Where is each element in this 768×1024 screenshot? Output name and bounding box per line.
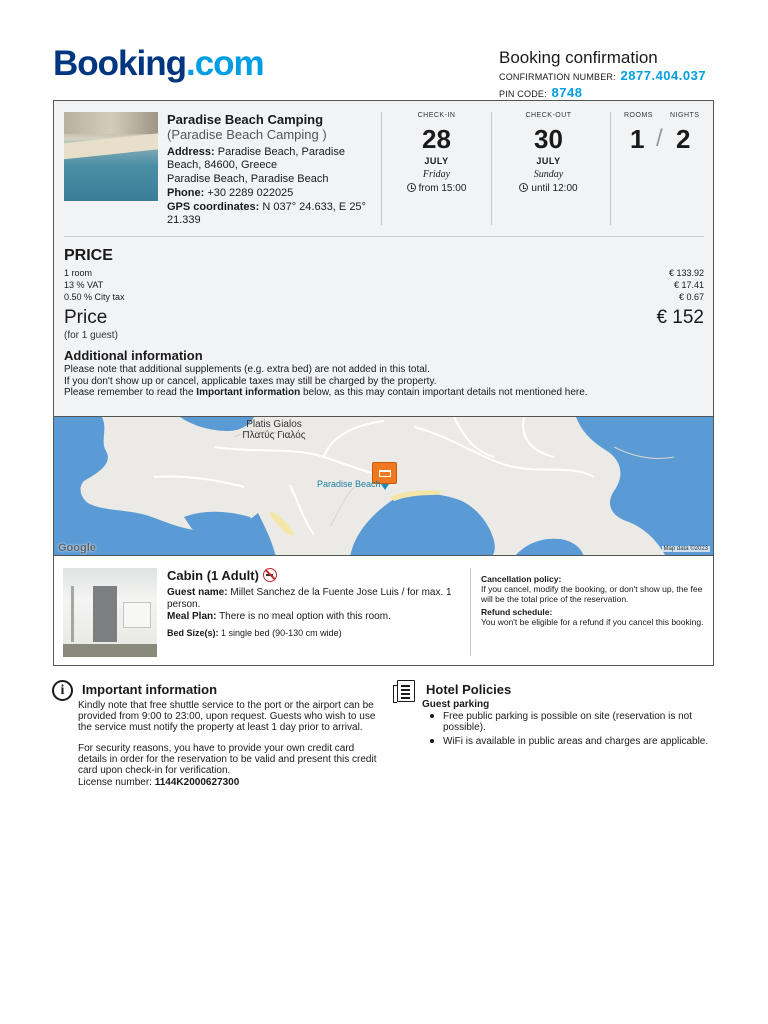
guest-name-label: Guest name: (167, 587, 228, 598)
rooms-nights-block (614, 111, 714, 155)
guest-count-note: (for 1 guest) (64, 330, 118, 341)
checkout-label: CHECK-OUT (525, 112, 572, 119)
info-icon: i (52, 680, 73, 701)
price-line-label: 13 % VAT (64, 280, 104, 290)
booking-details-box (53, 100, 714, 666)
checkout-time-text: until 12:00 (531, 183, 578, 194)
refund-schedule-text: You won't be eligible for a refund if you cancel this booking. (481, 617, 704, 627)
policy-item: Free public parking is possible on site (reservation is not possible). (428, 711, 713, 733)
hotel-address-line2: Paradise Beach, Paradise Beach (167, 173, 329, 185)
confirmation-number-label: CONFIRMATION NUMBER: (499, 72, 616, 82)
additional-info-title: Additional information (64, 348, 203, 363)
map-place-name-greek: Πλατύς Γιαλός (242, 430, 306, 441)
cancellation-policy-text: If you cancel, modify the booking, or don't show up, the fee will be the total price of the reservation. (481, 584, 703, 604)
divider (381, 112, 382, 225)
cancellation-policy-label: Cancellation policy: (481, 574, 562, 584)
confirmation-block (499, 48, 706, 102)
divider (470, 568, 471, 656)
additional-info-text (64, 364, 588, 399)
checkin-month: JULY (424, 156, 449, 166)
google-logo: Google (58, 542, 96, 554)
location-map[interactable] (54, 416, 713, 556)
pin-code: 8748 (551, 85, 583, 100)
summary-section (54, 101, 713, 416)
clock-icon (407, 183, 416, 192)
price-title: PRICE (64, 247, 113, 264)
additional-info-line (64, 387, 588, 399)
nights-label: NIGHTS (670, 112, 700, 119)
meal-plan-label: Meal Plan: (167, 611, 217, 622)
checkout-weekday: Sunday (533, 169, 564, 180)
important-info-reference: Important information (196, 387, 301, 398)
important-info-title: Important information (82, 682, 218, 697)
price-line-amount: € 17.41 (673, 280, 704, 290)
hotel-name[interactable]: Paradise Beach Camping (167, 112, 324, 127)
confirmation-title: Booking confirmation (499, 48, 658, 67)
additional-info-line-start: Please remember to read the (64, 387, 197, 398)
total-price-amount: € 152 (656, 307, 704, 328)
room-photo[interactable] (63, 568, 157, 657)
bed-size: 1 single bed (90-130 cm wide) (221, 628, 342, 638)
checkin-weekday: Friday (422, 169, 451, 180)
divider (491, 112, 492, 225)
confirmation-number-row (499, 68, 706, 85)
room-name: Cabin (1 Adult) (167, 568, 259, 583)
license-row (78, 777, 378, 788)
checkin-time-text: from 15:00 (418, 183, 467, 194)
logo-accent: .com (185, 44, 264, 83)
room-details (167, 587, 457, 639)
phone-label: Phone: (167, 187, 205, 199)
divider (610, 112, 611, 225)
divider (64, 236, 704, 237)
gps-label: GPS coordinates: (167, 201, 260, 213)
price-line (64, 291, 704, 303)
cancellation-block (481, 574, 706, 630)
additional-info-line-end: below, as this may contain important details not mentioned here. (300, 387, 588, 398)
price-breakdown (64, 267, 704, 303)
map-place-name: Platis Gialos (246, 419, 302, 430)
guest-parking-subtitle: Guest parking (422, 699, 490, 710)
price-line-amount: € 133.92 (668, 268, 704, 278)
clock-icon (519, 183, 528, 192)
document-icon (397, 680, 415, 702)
map-place-label (214, 419, 334, 441)
refund-schedule-label: Refund schedule: (481, 607, 553, 617)
hotel-contact-info (167, 146, 372, 228)
license-number: 1144K2000627300 (154, 777, 240, 788)
map-poi-label: Paradise Beach (317, 479, 381, 489)
hotel-address: Paradise Beach, Paradise Beach, 84600, Greece (167, 146, 345, 171)
license-label: License number: (78, 777, 152, 788)
checkin-label: CHECK-IN (417, 112, 456, 119)
policy-list (428, 711, 713, 750)
checkin-time (383, 182, 490, 196)
checkout-block (495, 111, 602, 196)
hotel-policies-title: Hotel Policies (426, 682, 512, 697)
confirmation-number: 2877.404.037 (620, 68, 707, 83)
nights-count: 2 (676, 124, 691, 154)
hotel-phone[interactable]: +30 2289 022025 (207, 187, 294, 199)
logo-main: Booking (53, 44, 186, 83)
hotel-alt-name: (Paradise Beach Camping ) (167, 127, 327, 142)
checkin-day: 28 (422, 124, 451, 154)
additional-info-line: Please note that additional supplements (e.g. extra bed) are not added in this total. (64, 364, 430, 375)
price-line-label: 1 room (64, 268, 93, 278)
bed-size-label: Bed Size(s): (167, 628, 219, 638)
checkin-block (383, 111, 490, 196)
hotel-photo[interactable] (64, 112, 158, 201)
checkout-day: 30 (534, 124, 563, 154)
booking-logo (53, 44, 264, 84)
guest-name: Millet Sanchez de la Fuente Jose Luis / for max. 1 person. (167, 587, 452, 610)
price-line (64, 267, 704, 279)
room-section (54, 557, 713, 665)
price-line (64, 279, 704, 291)
meal-plan: There is no meal option with this room. (219, 611, 391, 622)
address-label: Address: (167, 146, 215, 158)
important-info-text (78, 700, 378, 788)
checkout-time (495, 182, 602, 196)
rooms-label: ROOMS (624, 112, 653, 119)
room-title (167, 568, 277, 584)
price-line-label: 0.50 % City tax (64, 292, 125, 302)
map-credit: Map data ©2023 (663, 546, 708, 552)
rooms-count: 1 (630, 124, 645, 154)
hotel-gps: N 037° 24.633, E 25° 21.339 (167, 201, 366, 226)
pin-code-label: PIN CODE: (499, 89, 547, 99)
rooms-nights-separator: / (656, 125, 663, 152)
no-smoking-icon (263, 568, 277, 582)
important-info-paragraph: Kindly note that free shuttle service to the port or the airport can be provided from 9:00 to 23:00, upon request. Guests who wish to use the service must notify the property at least 1 day prior to arrival. (78, 700, 376, 733)
price-line-amount: € 0.67 (678, 292, 704, 302)
policy-item: WiFi is available in public areas and charges are applicable. (428, 736, 713, 747)
checkout-month: JULY (536, 156, 561, 166)
total-price-label: Price (64, 307, 108, 328)
important-info-paragraph: For security reasons, you have to provide your own credit card details in order for the reservation to be valid and present this credit card upon check-in for verification. (78, 743, 377, 776)
additional-info-line: If you don't show up or cancel, applicable taxes may still be charged by the property. (64, 375, 437, 387)
